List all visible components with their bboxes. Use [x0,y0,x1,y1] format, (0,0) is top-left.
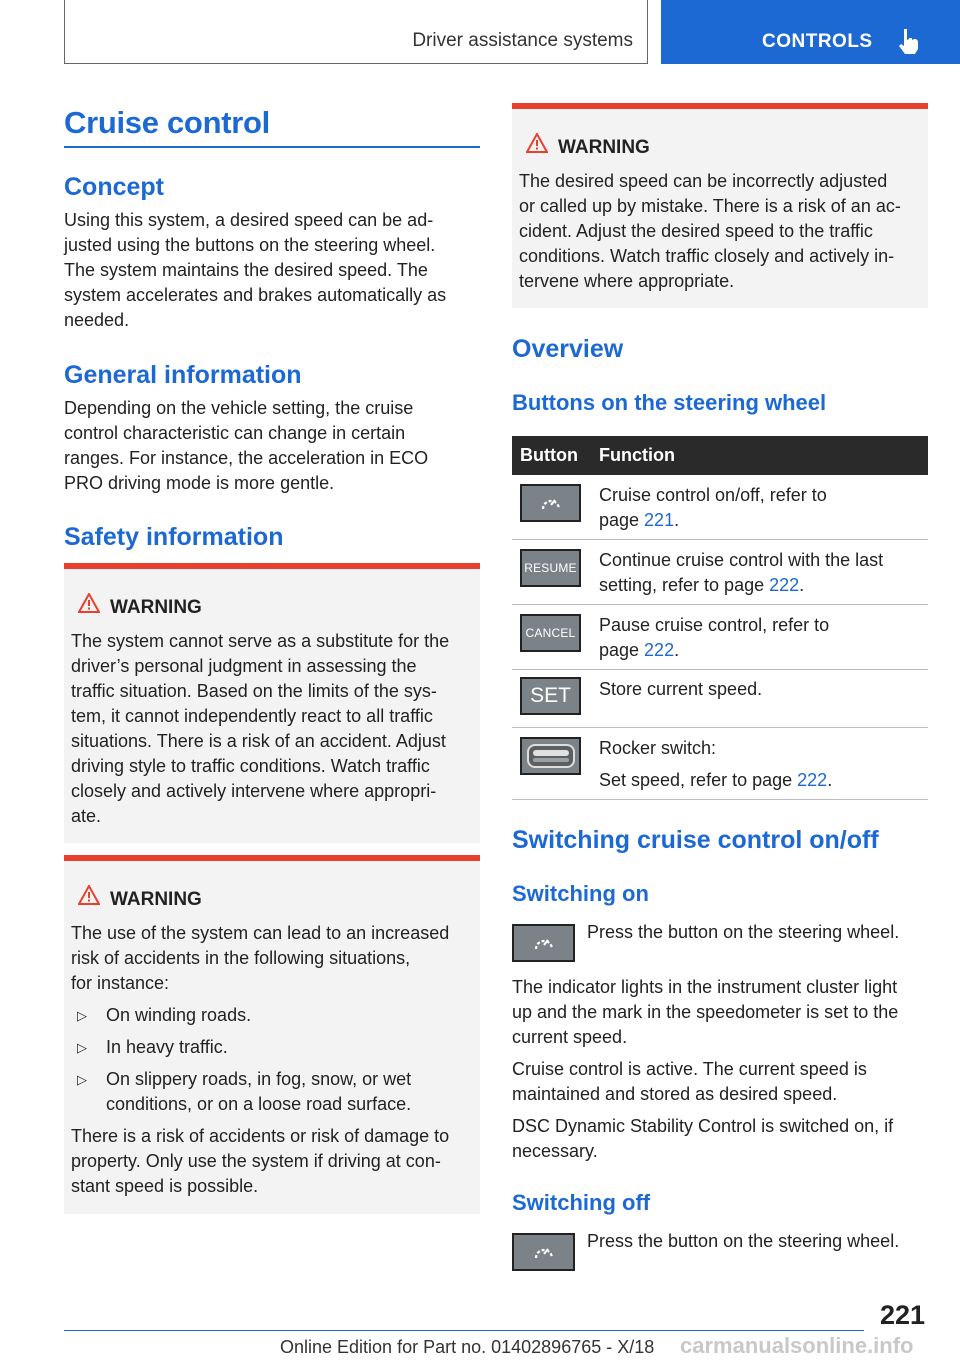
warning-box-2: WARNING The use of the system can lead to an increased risk of accidents in the following situations, for instance: ▷ On winding roads. ▷ In heavy traffic. ▷ On slippery roads, in fog, snow, or wet conditions, or on a loose road surface. There is a risk of accidents or risk of damage to property. Only use the system if driving at con- stant speed is possible. [64,855,480,1214]
function-text: Cruise control on/off, refer to page 221. [599,485,827,530]
safety-info-heading: Safety information [64,523,284,551]
column-header-function: Function [599,445,675,465]
function-text: Pause cruise control, refer to page 222. [599,615,830,660]
table-row [512,540,928,605]
concept-text: Using this system, a desired speed can be ad- justed using the buttons on the steering wheel. The system maintains the desired speed. The system accelerates and brakes automatically as needed. [64,210,447,330]
page-link[interactable]: 222 [644,640,675,660]
switch-on-instruction: Press the button on the steering wheel. [587,922,900,942]
warning-intro: The use of the system can lead to an increased risk of accidents in the following situations, for instance: [71,923,450,993]
table-row [512,728,928,800]
cancel-button-image: CANCEL [520,614,581,652]
chapter-tab[interactable] [661,0,960,64]
warning-box-3 [512,103,928,308]
switch-on-text-3: DSC Dynamic Stability Control is switched on, if necessary. [512,1116,894,1161]
cruise-control-icon [512,924,575,962]
set-button-image: SET [520,677,581,715]
table-row [512,475,928,540]
page-link[interactable]: 221 [644,510,675,530]
page-link[interactable]: 222 [797,770,828,790]
page-link[interactable]: 222 [769,575,800,595]
switch-on-text-2: Cruise control is active. The current speed is maintained and stored as desired speed. [512,1059,867,1104]
watermark: carmanualsonline.info [680,1333,914,1358]
title-rule [64,146,480,148]
warning-triangle-icon [526,133,548,153]
table-row [512,670,928,728]
table-header [512,436,928,475]
warning-title: WARNING [110,889,202,910]
page-number: 221 [879,1300,925,1330]
function-text: Set speed, refer to page 222. [599,770,833,790]
header-frame [64,0,648,64]
page-title: Cruise control [64,105,270,140]
switching-heading: Switching cruise control on/off [512,826,879,854]
buttons-heading: Buttons on the steering wheel [512,390,827,415]
switch-on-text-1: The indicator lights in the instrument cluster light up and the mark in the speedometer is set to the current speed. [512,977,899,1047]
function-text: Continue cruise control with the last setting, refer to page 222. [599,550,884,595]
warning-triangle-icon [78,593,100,613]
switching-off-heading: Switching off [512,1190,651,1215]
warning-title: WARNING [558,137,650,158]
function-text: Rocker switch: [599,738,717,758]
hand-pointer-icon [897,27,921,55]
section-title: Driver assistance systems [412,30,633,51]
function-text: Store current speed. [599,679,763,699]
warning-outro: There is a risk of accidents or risk of damage to property. Only use the system if driving at con- stant speed is possible. [71,1126,450,1196]
concept-heading: Concept [64,173,164,201]
table-row [512,605,928,670]
warning-triangle-icon [78,885,100,905]
general-info-heading: General information [64,361,302,389]
warning-text: The system cannot serve as a substitute for the driver’s personal judgment in assessing the traffic situation. Based on the limits of the sys- tem, it cannot independently react to all traffic situations. There is a risk of an accident. Adjust driving style to traffic conditions. Watch traffic closely and actively intervene where appropri- ate. [71,631,450,826]
switch-off-instruction: Press the button on the steering wheel. [587,1231,900,1251]
switching-on-heading: Switching on [512,881,649,906]
general-info-text: Depending on the vehicle setting, the cruise control characteristic can change in certain ranges. For instance, the acceleration in ECO PRO driving mode is more gentle. [64,398,429,493]
warning-title: WARNING [110,597,202,618]
resume-button-image: RESUME [520,549,581,587]
chapter-tab-label: CONTROLS [762,31,873,52]
column-header-button: Button [520,445,578,465]
cruise-control-icon [512,1233,575,1271]
warning-text: The desired speed can be incorrectly adjusted or called up by mistake. There is a risk of an ac- cident. Adjust the desired speed to the traffic conditions. Watch traffic closely and actively in- tervene where appropriate. [519,171,901,291]
overview-heading: Overview [512,335,624,363]
cruise-control-icon [520,484,581,522]
rocker-switch-icon [520,737,581,775]
footer-edition: Online Edition for Part no. 01402896765 - X/18 [280,1337,655,1357]
footer-rule [64,1330,864,1331]
warning-box-1 [64,563,480,843]
